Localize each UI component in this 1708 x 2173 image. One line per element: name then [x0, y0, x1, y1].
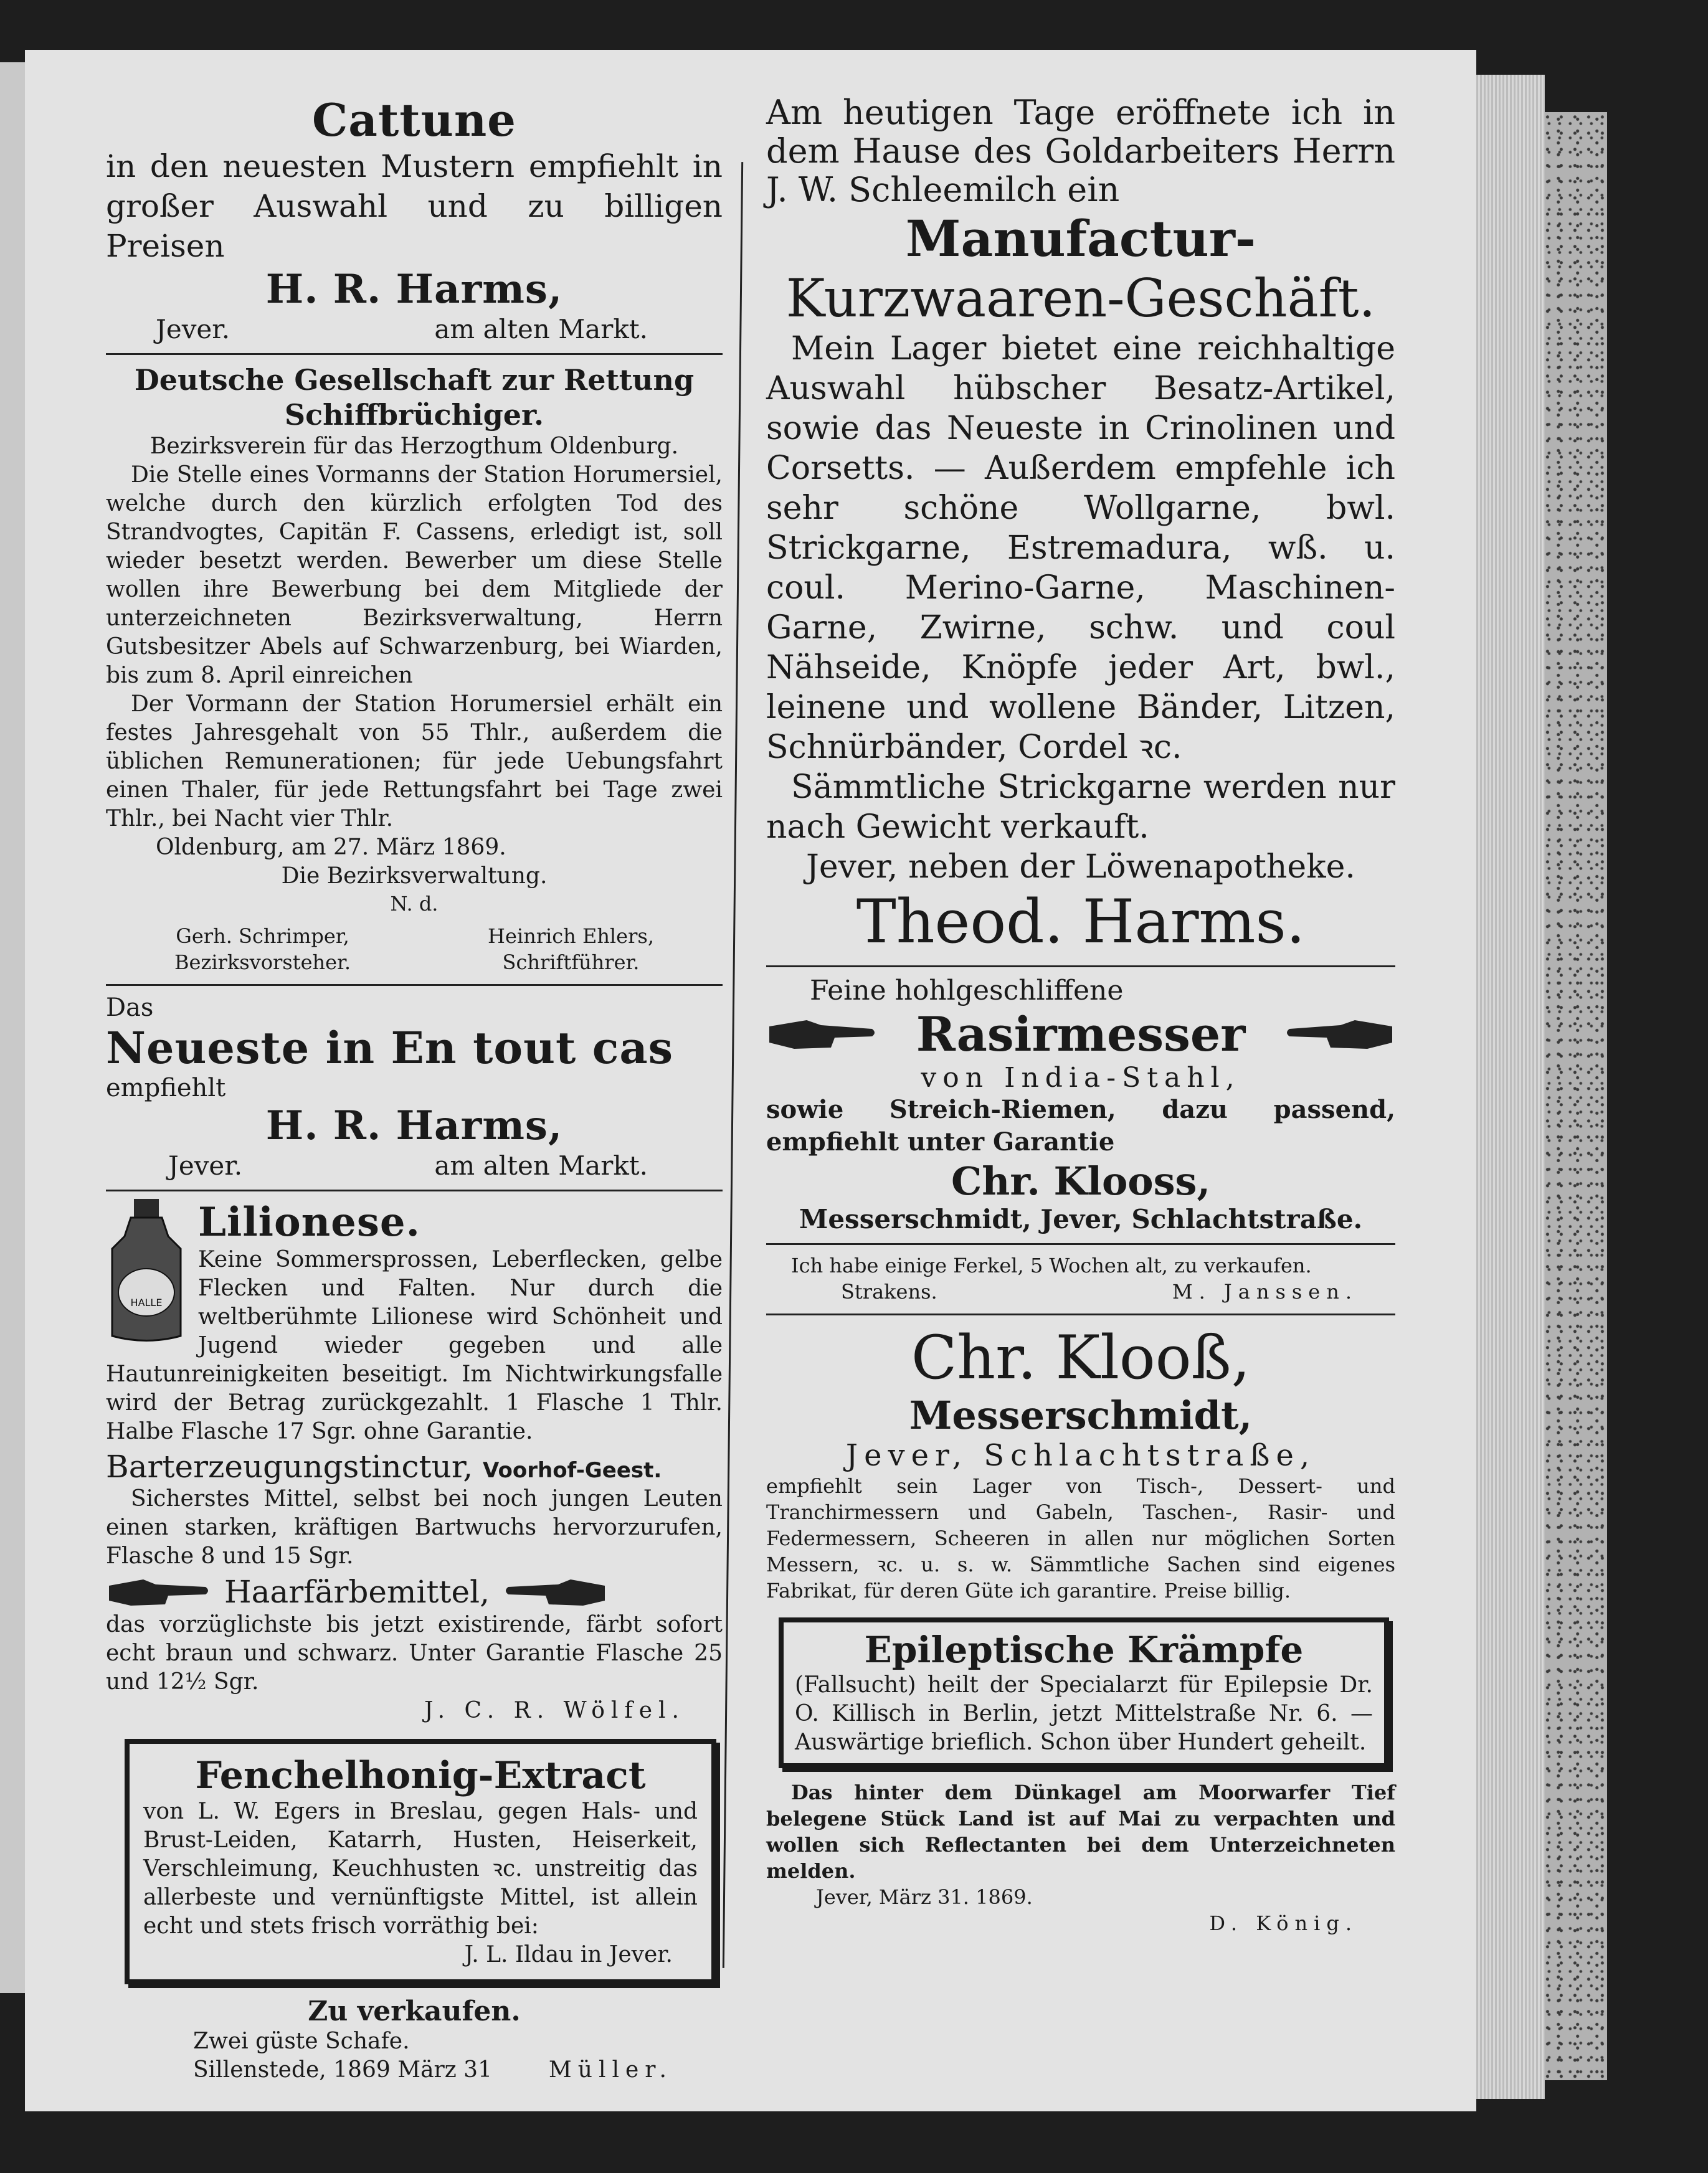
- ad-rasirmesser: [766, 975, 1395, 1234]
- ad-lilionese: [106, 1199, 723, 1725]
- address: am alten Markt.: [434, 314, 648, 344]
- ad-body: von L. W. Egers in Breslau, gegen Hals- und Brust-Leiden, Katarrh, Husten, Heiserkeit, Verschleimung, Keuchhusten ꝛc. unstreitig das allerbeste und vernünftigste Mittel, ist allein echt und stets frisch vorräthig bei:: [143, 1799, 698, 1939]
- ad-verkaufen: [106, 1995, 723, 2085]
- signer-name: Heinrich Ehlers,: [488, 924, 654, 948]
- ad-cattune: [106, 93, 723, 344]
- pointing-hand-left-icon: [502, 1573, 608, 1611]
- title-row: [766, 1006, 1395, 1062]
- ad-date: Sillenstede, 1869 März 31: [193, 2057, 492, 2083]
- ad-gesellschaft: [106, 362, 723, 975]
- ad-place: Jever, neben der Löwenapotheke.: [806, 848, 1355, 886]
- bart-title: Barterzeugungstinctur,: [106, 1449, 473, 1485]
- bart-body: Sicherstes Mittel, selbst bei noch jungen Leuten einen starken, kräftigen Bartwuchs hervorzurufen, Flasche 8 und 15 Sgr.: [106, 1486, 723, 1569]
- advertiser-name: Chr. Klooß,: [911, 1323, 1251, 1393]
- ad-line: von India-Stahl,: [921, 1062, 1241, 1094]
- bottle-illustration: [106, 1199, 187, 1345]
- ad-body: Keine Sommersprossen, Leberflecken, gelbe Flecken und Falten. Nur durch die weltberühmte Lilionese wird Schönheit und Jugend wieder gegeben und alle Hautunreinigkeiten beseitigt. Im Nichtwirkungsfalle wird der Betrag zurückgezahlt. 1 Flasche 1 Thlr. Halbe Flasche 17 Sgr. ohne Garantie.: [106, 1247, 723, 1444]
- separator: [766, 965, 1395, 967]
- speckled-book-edge: [1545, 112, 1607, 2080]
- ad-body: Mein Lager bietet eine reichhaltige Auswahl hübscher Besatz-Artikel, sowie das Neueste in Crinolinen und Corsetts. — Außerdem empfehle ich sehr schöne Wollgarne, bwl. Strickgarne, Estremadura, wß. u. coul. Merino-Garne, Maschinen-Garne, Zwirne, schw. und coul Nähseide, Knöpfe jeder Art, bwl., leinene und wollene Bänder, Litzen, Schnürbänder, Cordel ꝛc.: [766, 330, 1395, 766]
- ad-body: (Fallsucht) heilt der Specialarzt für Epilepsie Dr. O. Killisch in Berlin, jetzt Mittelstraße Nr. 6. — Auswärtige brieflich. Schon über Hundert geheilt.: [795, 1672, 1373, 1755]
- ad-body: Zwei güste Schafe.: [193, 2029, 410, 2054]
- ad-koenig: [766, 1779, 1395, 1936]
- address-line: [106, 1150, 723, 1181]
- ad-footer: [193, 2056, 673, 2085]
- ad-signature: J. L. Ildau in Jever.: [464, 1942, 673, 1967]
- separator: [766, 1314, 1395, 1315]
- ad-signature: D. König.: [1209, 1911, 1358, 1935]
- ad-title: Fenchelhonig-Extract: [195, 1754, 646, 1797]
- ad-body: Die Stelle eines Vormanns der Station Horumersiel, welche durch den kürzlich erfolgten Tod des Strandvogtes, Capitän F. Cassens, erledigt ist, soll wieder besetzt werden. Bewerber um diese Stelle wollen ihre Bewerbung bei dem Mitgliede der unterzeichneten Bezirksverwaltung, Herrn Gutsbesitzer Abels auf Schwarzenburg, bei Wiarden, bis zum 8. April einreichen: [106, 462, 723, 688]
- ad-footer: [841, 1279, 1358, 1305]
- ad-org: Die Bezirksverwaltung.: [281, 863, 548, 889]
- ad-title: Deutsche Gesellschaft zur Rettung Schiffbrüchiger.: [134, 363, 695, 432]
- ad-title: Manufactur-: [905, 209, 1256, 268]
- bart-place: Voorhof-Geest.: [483, 1458, 662, 1483]
- ad-place: Strakens.: [841, 1280, 937, 1304]
- ad-date: Jever, März 31. 1869.: [816, 1885, 1033, 1909]
- address: am alten Markt.: [434, 1150, 648, 1181]
- ad-subtitle: Messerschmidt, Jever, Schlachtstraße.: [799, 1204, 1363, 1234]
- separator: [766, 1243, 1395, 1245]
- ad-date: Oldenburg, am 27. März 1869.: [156, 835, 506, 860]
- haar-line: [106, 1573, 723, 1611]
- separator: [106, 353, 723, 355]
- haar-title: Haarfärbemittel,: [224, 1574, 490, 1610]
- place: Jever.: [168, 1150, 243, 1181]
- ad-body-2: Der Vormann der Station Horumersiel erhält ein festes Jahresgehalt von 55 Thlr., außerdem die üblichen Remunerationen; für jede Uebungsfahrt einen Thaler, für jede Rettungsfahrt bei Tage zwei Thlr., bei Nacht vier Thlr.: [106, 691, 723, 831]
- ad-title: Messerschmidt,: [909, 1393, 1253, 1438]
- address-line: [106, 314, 723, 344]
- signer-role: Schriftführer.: [502, 950, 640, 974]
- place: Jever.: [156, 314, 230, 344]
- signatures: [106, 923, 723, 975]
- ad-place: Jever, Schlachtstraße,: [845, 1438, 1316, 1473]
- bart-line: [106, 1449, 723, 1485]
- page-edges: [1476, 75, 1545, 2099]
- separator: [106, 1190, 723, 1191]
- advertiser-name: H. R. Harms,: [265, 266, 563, 313]
- ad-signature: J. C. R. Wölfel.: [424, 1698, 685, 1723]
- ad-title: Zu verkaufen.: [308, 1995, 521, 2027]
- ad-title: Neueste in En tout cas: [106, 1022, 674, 1074]
- left-column: [106, 93, 723, 2085]
- pointing-hand-left-icon: [1283, 1013, 1395, 1056]
- advertiser-name: Theod. Harms.: [856, 887, 1306, 957]
- ad-body: empfiehlt sein Lager von Tisch-, Dessert- und Tranchirmessern und Gabeln, Taschen-, Rasir- und Federmessern, Scheeren in allen nur möglichen Sorten Messern, ꝛc. u. s. w. Sämmtliche Sachen sind eigenes Fabrikat, für deren Güte ich garantire. Preise billig.: [766, 1474, 1395, 1603]
- ad-title-2: Kurzwaaren-Geschäft.: [785, 268, 1376, 329]
- bottle-label: HALLE: [130, 1297, 163, 1309]
- advertiser-name: Chr. Klooss,: [951, 1158, 1211, 1204]
- ad-signature: M. Janssen.: [1172, 1280, 1358, 1304]
- ad-klooss: [766, 1323, 1395, 1604]
- ad-title: Epileptische Krämpfe: [864, 1629, 1304, 1671]
- signer-name: Gerh. Schrimper,: [176, 924, 349, 948]
- ad-pre: Das: [106, 993, 154, 1022]
- ad-subtitle: Bezirksverein für das Herzogthum Oldenburg.: [149, 433, 679, 459]
- ad-nd: N. d.: [390, 892, 439, 916]
- ad-pre: Feine hohlgeschliffene: [810, 975, 1124, 1006]
- ad-title: Cattune: [312, 93, 516, 146]
- ad-fenchel: [125, 1739, 716, 1984]
- ad-schleemilch: [766, 93, 1395, 957]
- ad-epilepsie: [779, 1617, 1389, 1768]
- pointing-hand-right-icon: [106, 1573, 212, 1611]
- signature-right: [488, 923, 654, 975]
- pointing-hand-right-icon: [766, 1013, 878, 1056]
- ad-ferkel: [766, 1252, 1395, 1305]
- signer-role: Bezirksvorsteher.: [174, 950, 351, 974]
- ad-body: in den neuesten Mustern empfiehlt in großer Auswahl und zu billigen Preisen: [106, 148, 723, 264]
- ad-intro: Am heutigen Tage eröffnete ich in dem Hause des Goldarbeiters Herrn J. W. Schleemilch ein: [766, 93, 1395, 209]
- ad-body: Ich habe einige Ferkel, 5 Wochen alt, zu verkaufen.: [791, 1254, 1312, 1277]
- ad-body: Das hinter dem Dünkagel am Moorwarfer Tief belegene Stück Land ist auf Mai zu verpachten und wollen sich Reflectanten bei dem Unterzeichneten melden.: [766, 1781, 1395, 1883]
- signature-left: [174, 923, 351, 975]
- ad-signature: Müller.: [548, 2057, 673, 2083]
- book-spine-left: [0, 62, 26, 1993]
- haar-body: das vorzüglichste bis jetzt existirende, färbt sofort echt braun und schwarz. Unter Garantie Flasche 25 und 12½ Sgr.: [106, 1612, 723, 1695]
- advertiser-name: H. R. Harms,: [265, 1102, 563, 1149]
- separator: [106, 984, 723, 986]
- ad-subtitle: empfiehlt: [106, 1074, 226, 1102]
- ad-line-2: sowie Streich-Riemen, dazu passend, empfiehlt unter Garantie: [766, 1095, 1395, 1157]
- ad-title: Rasirmesser: [916, 1006, 1246, 1062]
- ad-entoutcas: [106, 993, 723, 1181]
- right-column: [766, 93, 1395, 1936]
- ad-body-2: Sämmtliche Strickgarne werden nur nach Gewicht verkauft.: [766, 769, 1395, 846]
- bottle-icon: [106, 1199, 187, 1342]
- ad-title: Lilionese.: [198, 1199, 420, 1246]
